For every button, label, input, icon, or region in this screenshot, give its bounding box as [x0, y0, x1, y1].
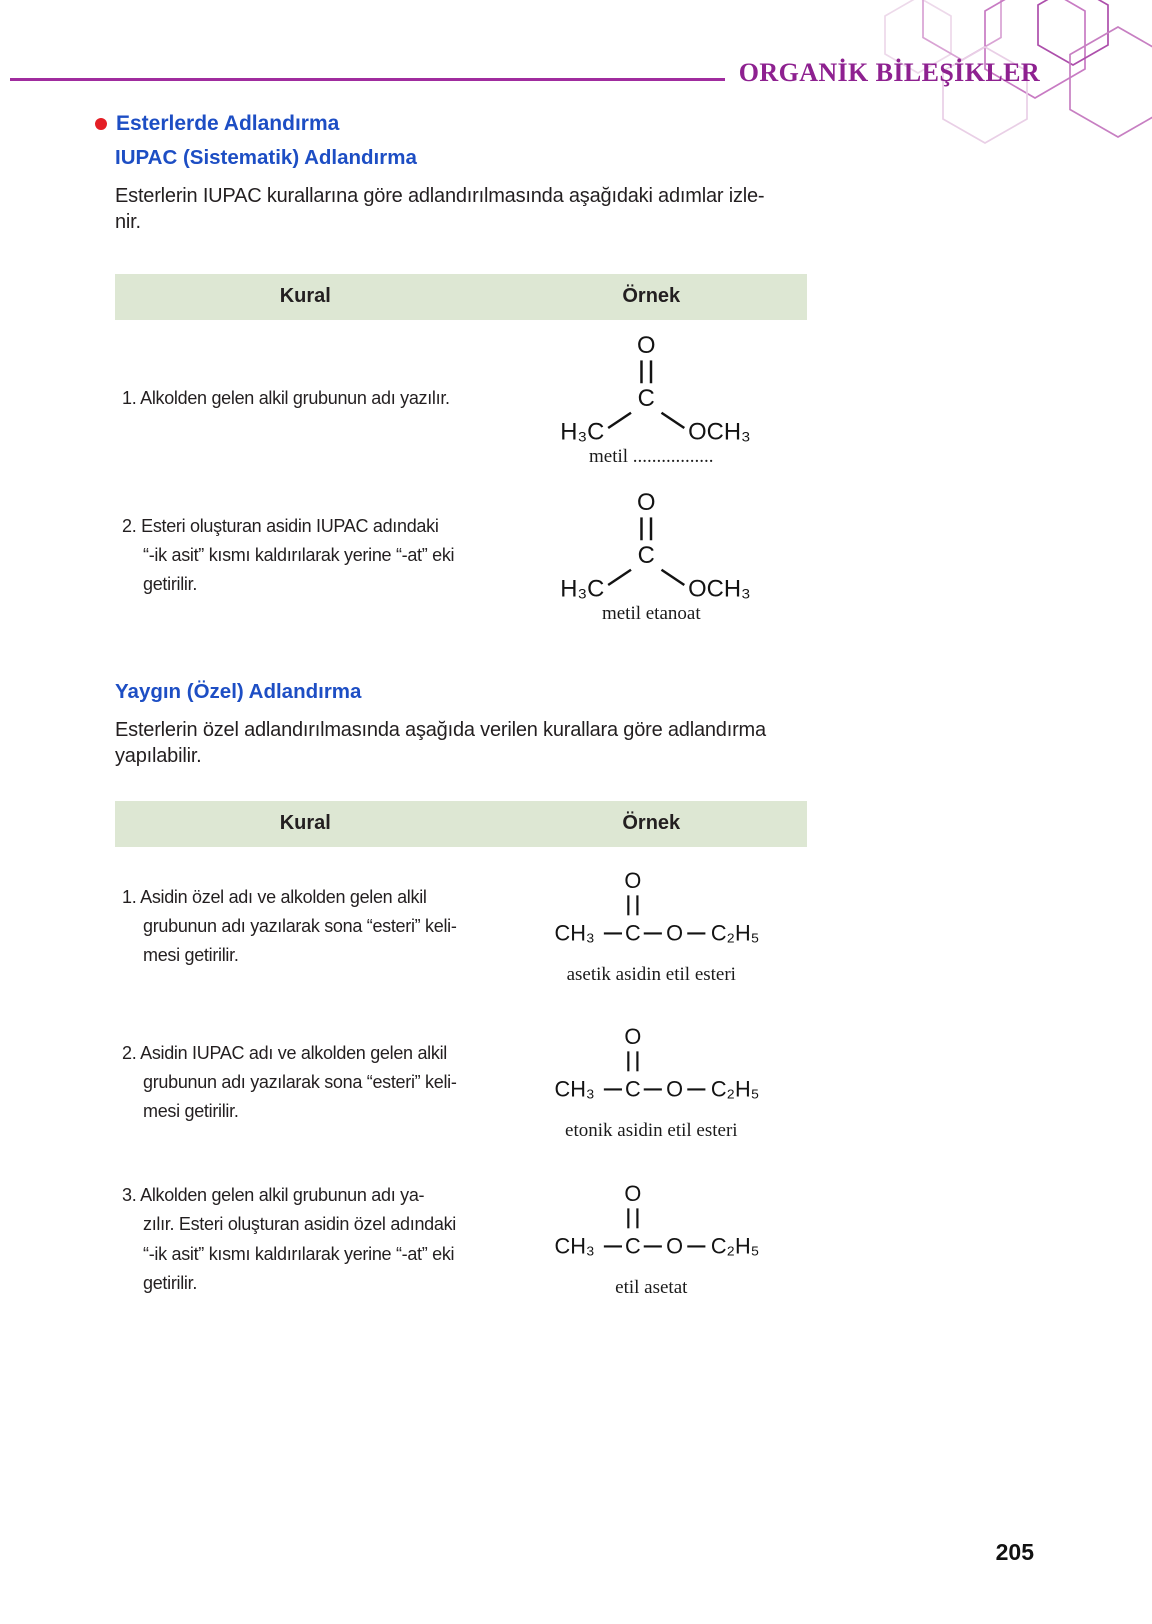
ethyl-group: C₂H₅ [711, 920, 760, 946]
common-intro-paragraph [115, 717, 809, 770]
ester-oxygen-atom: O [666, 920, 684, 946]
section-heading-esterlerde-adlandirma [95, 112, 811, 136]
example-cell [496, 320, 807, 478]
methyl-group: CH₃ [554, 920, 596, 946]
red-bullet-icon [95, 118, 107, 130]
rule-text-cell [115, 478, 496, 634]
carbonyl-oxygen-atom: O [637, 332, 656, 360]
rule-line: 1. Alkolden gelen alkil grubunun adı yazılır. [122, 388, 450, 409]
structure-caption: metil etanoat [601, 603, 701, 625]
page-number: 205 [995, 1539, 1034, 1565]
rule-line: “-ik asit” kısmı kaldırılarak yerine “-at” eki [143, 545, 455, 566]
carbonyl-oxygen-atom: O [637, 489, 656, 517]
methyl-group: H₃C [560, 418, 605, 446]
page-content [95, 112, 811, 1321]
common-naming-table [115, 801, 807, 1321]
structure-caption: asetik asidin etil esteri [566, 963, 736, 985]
rule-line: mesi getirilir. [143, 945, 239, 966]
table-row [115, 320, 807, 478]
single-bond [608, 570, 631, 585]
iupac-intro-paragraph [115, 183, 809, 236]
ester-structure-linear [515, 1024, 787, 1115]
rule-line: zılır. Esteri oluşturan asidin özel adındaki [143, 1214, 456, 1235]
iupac-naming-table [115, 274, 807, 634]
paragraph-line: Esterlerin özel adlandırılmasında aşağıda verilen kurallara göre adlandırma [115, 718, 766, 741]
paragraph-line: Esterlerin IUPAC kurallarına göre adlandırılmasında aşağıdaki adımlar izle- [115, 185, 765, 207]
methyl-group: H₃C [560, 575, 605, 603]
single-bond [662, 570, 685, 585]
ester-structure-linear [515, 868, 787, 959]
carbonyl-oxygen-atom: O [624, 867, 642, 893]
methyl-group: CH₃ [554, 1233, 596, 1259]
header-rule-line [10, 78, 725, 81]
rule-text-cell [115, 320, 496, 478]
methoxy-group: OCH₃ [688, 575, 751, 603]
paragraph-line: nir. [115, 211, 141, 234]
ethyl-group: C₂H₅ [711, 1233, 760, 1259]
ester-structure-branched [551, 486, 751, 605]
single-bond [608, 413, 631, 428]
table-header-row [115, 801, 807, 847]
rule-line: getirilir. [143, 1272, 198, 1293]
rule-line: “-ik asit” kısmı kaldırılarak yerine “-at” eki [143, 1243, 455, 1264]
rule-line: mesi getirilir. [143, 1101, 239, 1122]
methoxy-group: OCH₃ [688, 418, 751, 446]
rule-line: grubunun adı yazılarak sona “esteri” keli- [143, 915, 457, 936]
column-header-ornek: Örnek [622, 812, 681, 835]
chapter-header [10, 58, 1040, 88]
ester-structure-linear [515, 1181, 787, 1272]
subsection-heading-yaygin: Yaygın (Özel) Adlandırma [115, 679, 362, 703]
column-header-kural: Kural [279, 285, 331, 308]
structure-caption: metil ................. [589, 446, 714, 468]
rule-line: getirilir. [143, 574, 198, 595]
table-row [115, 478, 807, 634]
carbonyl-carbon-atom: C [625, 1076, 642, 1102]
example-cell [496, 847, 807, 1007]
rule-text-cell [115, 1159, 496, 1321]
ethyl-group: C₂H₅ [711, 1076, 760, 1102]
table-row [115, 847, 807, 1007]
table-header-row [115, 274, 807, 320]
structure-caption: etil asetat [615, 1276, 688, 1298]
example-cell [496, 1159, 807, 1321]
carbonyl-carbon-atom: C [625, 1233, 642, 1259]
column-header-ornek: Örnek [622, 285, 681, 308]
column-header-kural: Kural [279, 812, 331, 835]
rule-line: 2. Esteri oluşturan asidin IUPAC adındaki [122, 516, 439, 537]
section-heading-label: Esterlerde Adlandırma [116, 112, 340, 135]
single-bond [662, 413, 685, 428]
carbonyl-oxygen-atom: O [624, 1180, 642, 1206]
table-row [115, 1007, 807, 1159]
rule-line: grubunun adı yazılarak sona “esteri” keli- [143, 1071, 457, 1092]
rule-text-cell [115, 1007, 496, 1159]
ester-structure-branched [551, 329, 751, 448]
carbonyl-carbon-atom: C [637, 542, 656, 570]
table-row [115, 1159, 807, 1321]
rule-line: 1. Asidin özel adı ve alkolden gelen alkil [122, 886, 427, 907]
carbonyl-carbon-atom: C [625, 920, 642, 946]
example-cell [496, 1007, 807, 1159]
paragraph-line: yapılabilir. [115, 745, 202, 768]
methyl-group: CH₃ [554, 1076, 596, 1102]
example-cell [496, 478, 807, 634]
ester-oxygen-atom: O [666, 1076, 684, 1102]
ester-oxygen-atom: O [666, 1233, 684, 1259]
rule-line: 3. Alkolden gelen alkil grubunun adı ya- [122, 1185, 425, 1206]
carbonyl-carbon-atom: C [637, 385, 656, 413]
subsection-heading-iupac: IUPAC (Sistematik) Adlandırma [115, 146, 417, 169]
structure-caption: etonik asidin etil esteri [565, 1119, 738, 1141]
carbonyl-oxygen-atom: O [624, 1023, 642, 1049]
rule-line: 2. Asidin IUPAC adı ve alkolden gelen alkil [122, 1042, 447, 1063]
rule-text-cell [115, 847, 496, 1007]
chapter-title: ORGANİK BİLEŞİKLER [738, 58, 1040, 87]
